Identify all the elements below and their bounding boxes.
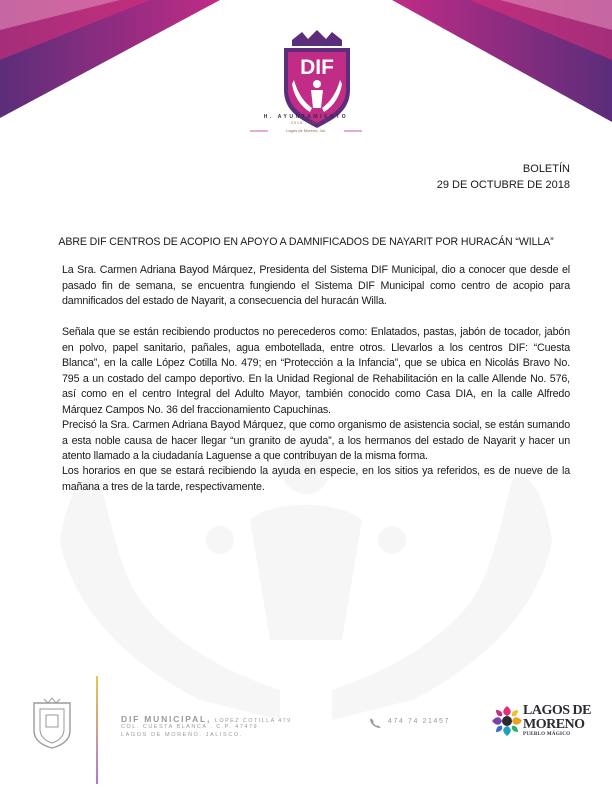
footer-address-1: LOPEZ COTILLA 479 [214,718,292,724]
paragraph-2: Señala que se están recibiendo productos no perecederos como: Enlatados, pastas, jabón de tocador, jabón en polvo, papel sanitario, pañales, agua embotellada, entre otros. Llevarlos a los centros DIF: “Cuesta Blanca”, en la calle López Cotilla No. 479; en “Protección a la Infancia”, que se ubica en Nicolás Bravo No. 795 a un costado del campo deportivo. En la Unidad Regional de Rehabilitación en la calle Allende No. 576, así como en el centro Integral del Adulto Mayor, también conocido como Casa DIA, en la calle Alfredo Márquez Campos No. 36 del fraccionamiento Capuchinas. [62,326,570,416]
municipal-seal-icon [30,697,74,749]
brand-tagline: PUEBLO MÁGICO [523,732,571,737]
paragraph-1: La Sra. Carmen Adriana Bayod Márquez, Presidenta del Sistema DIF Municipal, dio a conocer que desde el pasado fin de semana, se encuentra fungiendo el Sistema DIF Municipal como centro de acopio para damnificados del estado de Nayarit, a consecuencia del huracán Willa. [62,264,570,307]
logo-text: DIF [300,56,334,79]
footer-address-3: LAGOS DE MORENO. JALISCO. [121,732,243,738]
bulletin-date: 29 DE OCTUBRE DE 2018 [436,178,570,191]
footer-org-line [121,714,292,724]
brand-line-1: LAGOS DE [523,703,591,718]
ayuntamiento-label: H. AYUNTAMIENTO [263,114,349,120]
footer-address-2: COL. CUESTA BLANCA . C.P. 47479 [121,724,259,730]
bulletin-title: ABRE DIF CENTROS DE ACOPIO EN APOYO A DAMNIFICADOS DE NAYARIT POR HURACÁN “WILLA” [58,236,554,248]
paragraph-4: Los horarios en que se estará recibiendo la ayuda en especie, en los sitios ya referidos, es de nueve de la mañana a tres de la tarde, respectivamente. [62,465,570,493]
period-label: 2018 - 2021 [291,121,321,125]
place-label: Lagos de Moreno, Jal. [286,128,326,133]
brand-line-2: MORENO [523,717,585,732]
bulletin-label: BOLETÍN [522,163,570,175]
lagos-de-moreno-logo [490,704,524,738]
bulletin-header [437,162,570,193]
paragraph-3: Precisó la Sra. Carmen Adriana Bayod Márquez, que como organismo de asistencia social, se están sumando a esta noble causa de hacer llegar “un granito de ayuda”, a los hermanos del estado de Nayarit y hacer un atento llamado a la ciudadanía Laguense a que contribuyan de la misma forma. [62,419,570,462]
footer-phone: 474 74 21457 [388,718,451,725]
footer-org: DIF MUNICIPAL, [121,714,212,724]
lagos-brand-text [523,704,591,738]
footer-divider [96,676,98,784]
phone-icon [369,718,381,728]
